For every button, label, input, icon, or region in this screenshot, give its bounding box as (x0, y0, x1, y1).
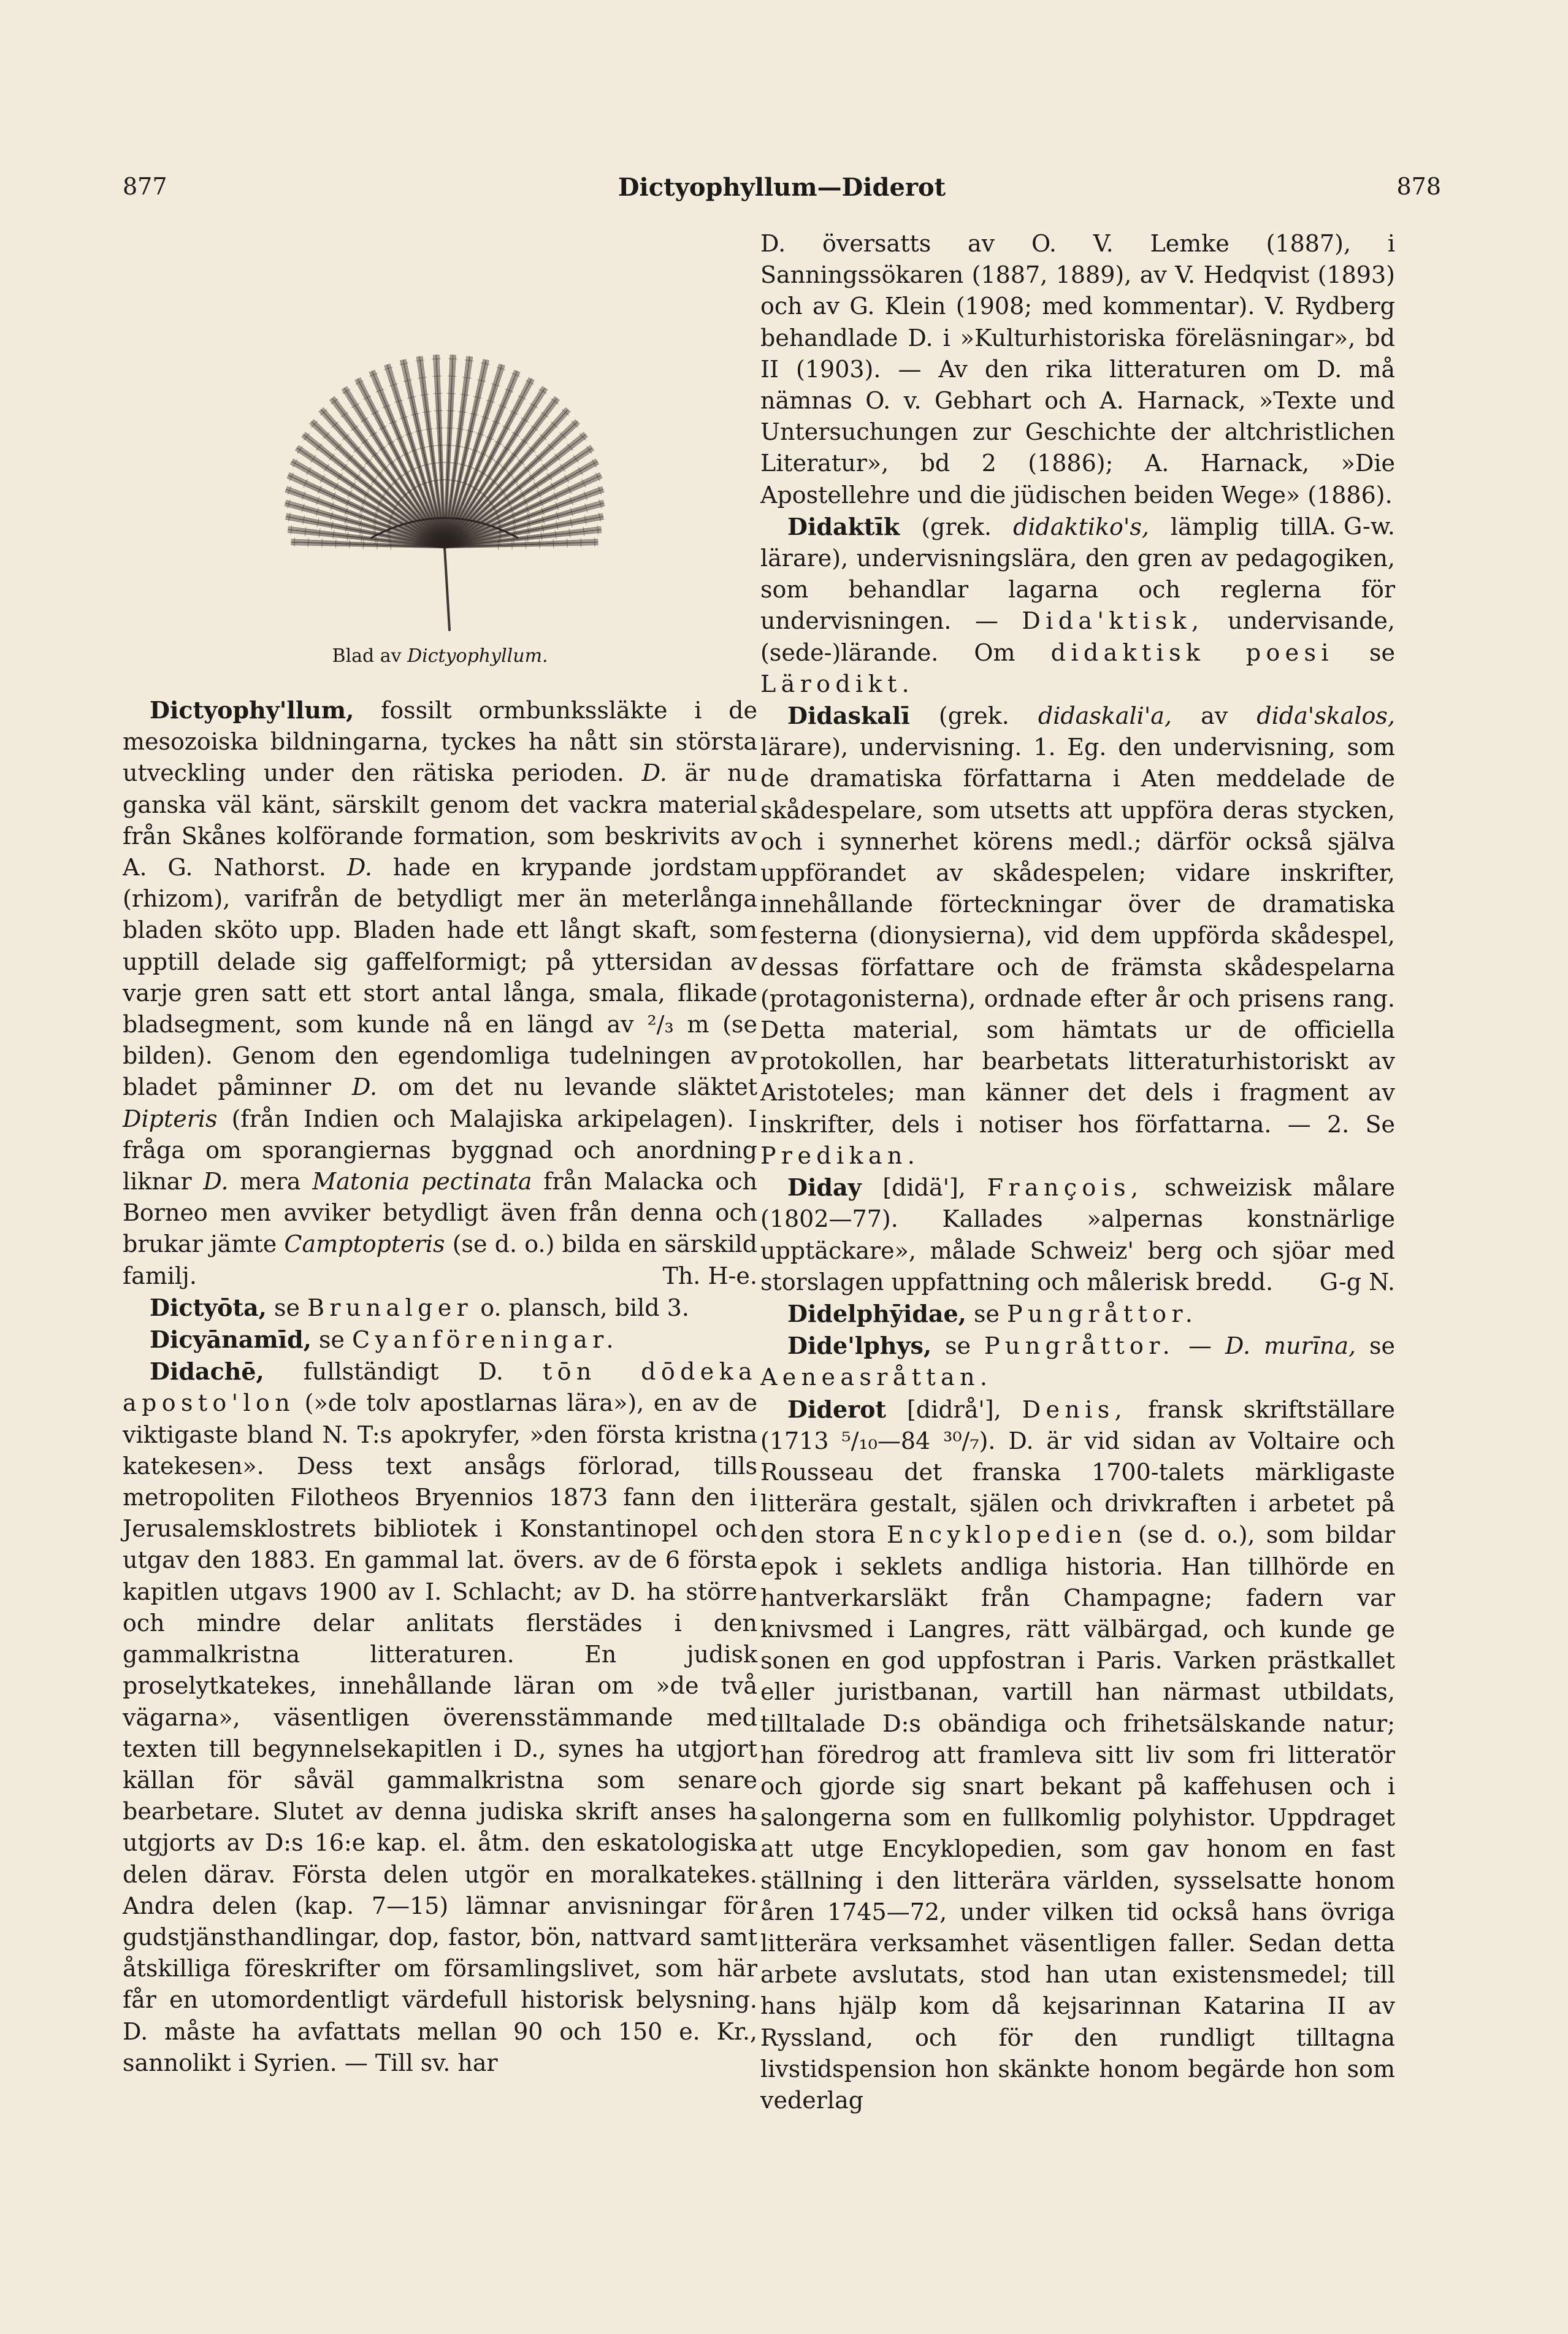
headword: Didelphȳidae, (787, 1299, 966, 1327)
page-number-right: 878 (1396, 173, 1441, 200)
signature: G-g N. (1319, 1268, 1395, 1296)
cross-reference: Aeneasråttan. (760, 1364, 993, 1391)
entry-dictyophyllum: Dictyophy'llum, fossilt ormbunkssläkte i de mesozoiska bildningarna, tyckes ha nått sin största utveckling under den rätiska perioden. D. är nu ganska väl känt, särskilt genom det vackra material från Skånes kolförande formation, som beskrivits av A. G. Nathorst. D. hade en krypande jordstam (rhizom), varifrån de betydligt mer än meterlånga bladen sköto upp. Bladen hade ett långt skaft, som upptill delade sig gaffelformigt; på yttersidan av varje gren satt ett stort antal långa, smala, flikade bladsegment, som kunde nå en längd av ²/₃ m (se bilden). Genom den egendomliga tudelningen av bladet påminner D. om det nu levande släktet Dipteris (från Indien och Malajiska arkipelagen). I fråga om sporangiernas byggnad och anordning liknar D. mera Matonia pectinata från Malacka och Borneo men avviker betydligt även från denna och brukar jämte Camptopteris (se d. o.) bilda en särskild familj. Th. H-e. (123, 694, 757, 1292)
entry-didelphys: Dide'lphys, se Pungråttor. — D. murīna, se Aeneasråttan. (760, 1332, 1395, 1391)
headword: Diderot (787, 1395, 887, 1423)
headword: Dictyōta, (150, 1293, 267, 1321)
cross-reference: Pungråttor. (984, 1332, 1176, 1360)
fossil-leaf-illustration (230, 228, 659, 633)
signature: A. G-w. (1312, 512, 1395, 540)
cross-reference: Cyanföreningar. (352, 1326, 619, 1354)
headword: Dicyānamīd, (150, 1326, 312, 1354)
headword: Diday (787, 1173, 862, 1202)
entry-didelphyidae: Didelphȳidae, se Pungråttor. (787, 1299, 1198, 1327)
entry-dictyota: Dictyōta, se Brunalger o. plansch, bild 3. (150, 1293, 689, 1321)
headword: Didaskalī (787, 702, 910, 730)
page-number-left: 877 (123, 173, 167, 200)
headword: Didaktīk (787, 512, 900, 540)
entry-didaktik: Didaktīk (grek. didaktiko's, lämplig till lärare), undervisningslära, den gren av pedagogiken, som behandlar lagarna och reglerna för undervisningen. — Dida'ktisk, undervisande, (sede-)lärande. Om didaktisk poesi se Lärodikt. (760, 512, 1395, 697)
caption-name: Dictyophyllum. (407, 645, 548, 667)
entry-didache-continued: D. översatts av O. V. Lemke (1887), i Sanningssökaren (1887, 1889), av V. Hedqvist (1893) och av G. Klein (1908; med kommentar). V. Rydberg behandlade D. i »Kulturhistoriska föreläsningar», bd II (1903). — Av den rika litteraturen om D. må nämnas O. v. Gebhart och A. Harnack, »Texte und Untersuchungen zur Geschichte der altchristlichen Literatur», bd 2 (1886); A. Harnack, »Die Apostellehre und die jüdischen beiden Wege» (1886). A. G-w. (760, 228, 1395, 511)
entry-didache: Didachē, fullständigt D. tōn dōdeka apostо'lon (»de tolv apostlarnas lära»), en av de viktigaste bland N. T:s apokryfer, »den första kristna katekesen». Dess text ansågs förlorad, tills metropoliten Filotheos Bryennios 1873 fann den i Jerusalemsklostrets bibliotek i Konstantinopel och utgav den 1883. En gammal lat. övers. av de 6 första kapitlen utgavs 1900 av I. Schlacht; av D. ha större och mindre delar anlitats flerstädes i den gammalkristna litteraturen. En judisk proselytkatekes, innehållande läran om »de två vägarna», väsentligen överensstämmande med texten till begynnelsekapitlen i D., synes ha utgjort källan för såväl gammalkristna som senare bearbetare. Slutet av denna judiska skrift anses ha utgjorts av D:s 16:e kap. el. åtm. den eskatologiska delen därav. Första delen utgör en moralkatekes. Andra delen (kap. 7—15) lämnar anvisningar för gudstjänsthandlingar, dop, fastor, bön, nattvard samt åtskilliga föreskrifter om församlingslivet, som här får en utomordentligt värdefull historisk belysning. D. måste ha avfattats mellan 90 och 150 e. Kr., sannolikt i Syrien. — Till sv. har (123, 1357, 758, 2076)
signature: Th. H-e. (662, 1262, 757, 1289)
headword: Dictyophy'llum, (150, 696, 354, 724)
cross-reference: Pungråttor. (1007, 1300, 1198, 1327)
right-column (760, 228, 1395, 2116)
left-column (123, 228, 757, 2079)
headword: Dide'lphys, (787, 1332, 932, 1360)
cross-reference: Lärodikt. (760, 670, 915, 697)
cross-reference: Predikan. (760, 1142, 920, 1169)
figure (123, 228, 757, 667)
entry-diday: Diday [didä'], François, schweizisk målare (1802—77). Kallades »alpernas konstnärlige upptäckare», målade Schweiz' berg och sjöar med storslagen uppfattning och målerisk bredd. G-g N. (760, 1172, 1395, 1298)
cross-reference: Brunalger (307, 1294, 473, 1321)
caption-prefix: Blad av (332, 645, 408, 667)
figure-caption (123, 640, 757, 672)
headword: Didachē, (150, 1357, 264, 1386)
running-title: Dictyophyllum—Diderot (618, 173, 946, 202)
page-header (123, 173, 1441, 210)
entry-diderot: Diderot [didrå'], Denis, fransk skriftställare (1713 ⁵/₁₀—84 ³⁰/₇). D. är vid sidan av Voltaire och Rousseau det franska 1700-talets märkligaste litterära gestalt, själen och drivkraften i arbetet på den stora Encyklopedien (se d. o.), som bildar epok i seklets andliga historia. Han tillhörde en hantverkarsläkt från Champagne; fadern var knivsmed i Langres, rätt välbärgad, och kunde ge sonen en god uppfostran i Paris. Varken prästkallet eller juristbanan, vartill han närmast utbildats, tilltalade D:s obändiga och frihetsälskande natur; han föredrog att framleva sitt liv som fri litteratör och gjorde sig snart bekant på kaffehusen och i salongerna som en fullkomlig polyhistor. Uppdraget att utge Encyklopedien, som gav honom en fast ställning i den litterära världen, sysselsatte honom åren 1745—72, under vilken tid också hans övriga litterära verksamhet väsentligen faller. Sedan detta arbete avslutats, stod han utan existensmedel; till hans hjälp kom då kejsarinnan Katarina II av Ryssland, och för den rundligt tilltagna livstidspension hon skänkte honom begärde hon som vederlag (760, 1395, 1395, 2114)
entry-didaskali: Didaskalī (grek. didaskali'a, av dida'skalos, lärare), undervisning. 1. Eg. den undervisning, som de dramatiska författarna i Aten meddelade de skådespelare, som utsetts att uppföra deras stycken, och i synnerhet körens medl.; därför också själva uppförandet av skådespelen; vidare inskrifter, innehållande förteckningar över de dramatiska festerna (dionysierna), vid dem uppförda skådespel, dessas författare och de främsta skådespelarna (protagonisterna), ordnade efter år och prisens rang. Detta material, som hämtats ur de officiella protokollen, har bearbetats litteraturhistoriskt av Aristoteles; man känner det dels i fragment av inskrifter, dels i notiser hos författarna. — 2. Se Predikan. (760, 702, 1395, 1169)
entry-dicyanamid: Dicyānamīd, se Cyanföreningar. (150, 1326, 619, 1354)
